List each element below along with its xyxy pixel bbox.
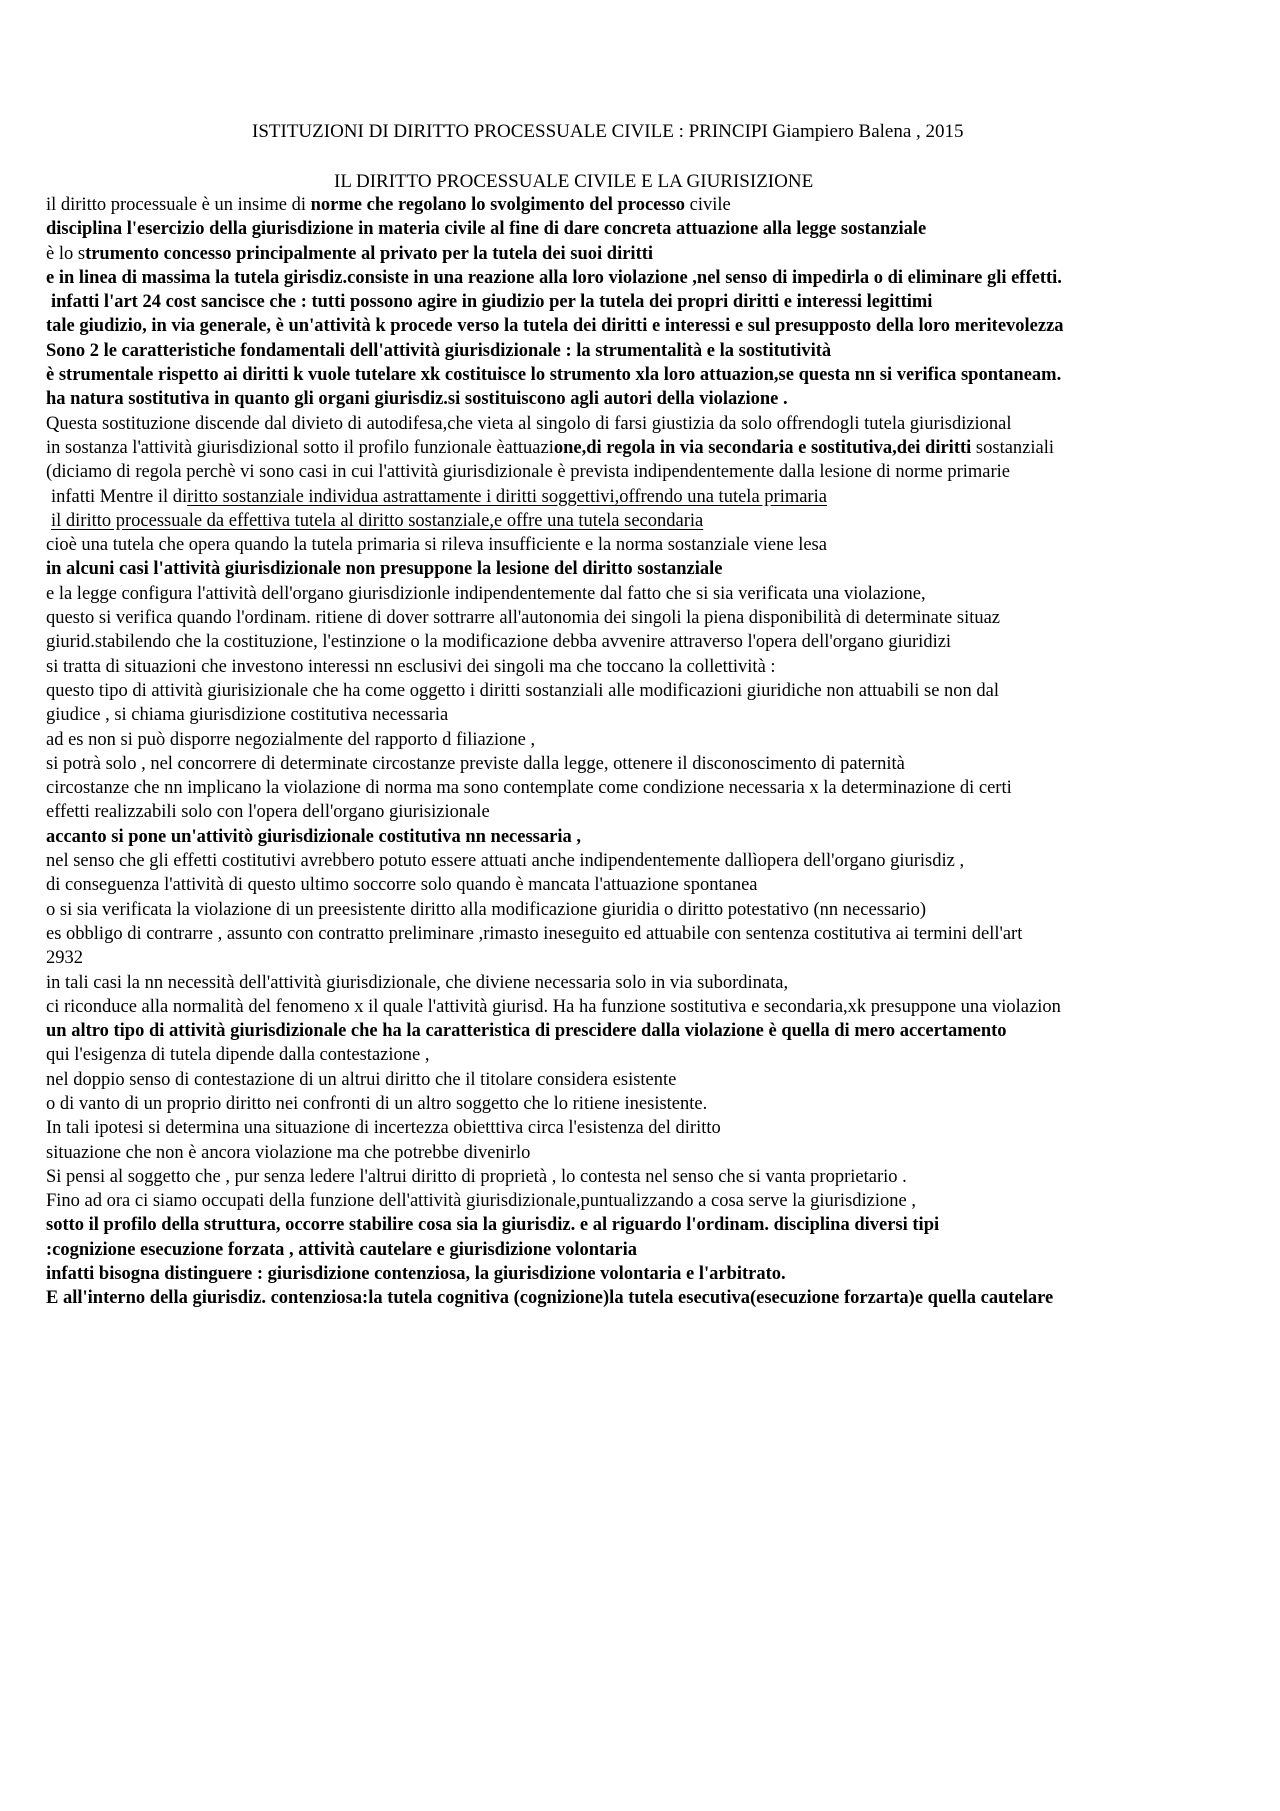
body-line: in sostanza l'attività giurisdizional sotto il profilo funzionale èattuazione,di regola in via secondaria e sostitutiva,dei diritti sostanziali	[46, 437, 1055, 458]
body-line: infatti l'art 24 cost sancisce che : tutti possono agire in giudizio per la tutela dei propri diritti e interessi legittimi	[51, 292, 933, 313]
body-line: infatti bisogna distinguere : giurisdizione contenziosa, la giurisdizione volontaria e l'arbitrato.	[46, 1264, 786, 1285]
body-line: Questa sostituzione discende dal divieto di autodifesa,che vieta al singolo di farsi giustizia da solo offrendogli tutela giurisdizional	[46, 413, 1012, 434]
body-line: ci riconduce alla normalità del fenomeno x il quale l'attività giurisd. Ha ha funzione sostitutiva e secondaria,xk presuppone una violazion	[46, 996, 1061, 1017]
body-line: di conseguenza l'attività di questo ultimo soccorre solo quando è mancata l'attuazione spontanea	[46, 875, 758, 896]
body-line: (diciamo di regola perchè vi sono casi in cui l'attività giurisdizionale è prevista indipendentemente dalla lesione di norme primarie	[46, 462, 1010, 483]
body-line: ha natura sostitutiva in quanto gli organi giurisdiz.si sostituiscono agli autori della violazione .	[46, 389, 788, 410]
body-line: circostanze che nn implicano la violazione di norma ma sono contemplate come condizione necessaria x la determinazione di certi	[46, 778, 1012, 799]
body-line: il diritto processuale da effettiva tutela al diritto sostanziale,e offre una tutela secondaria	[51, 510, 704, 531]
body-line: giudice , si chiama giurisdizione costitutiva necessaria	[46, 705, 449, 726]
body-line: Fino ad ora ci siamo occupati della funzione dell'attività giurisdizionale,puntualizzando a cosa serve la giurisdizione ,	[46, 1191, 916, 1212]
body-line: e in linea di massima la tutela girisdiz.consiste in una reazione alla loro violazione ,nel senso di impedirla o di eliminare gli effetti.	[46, 267, 1062, 288]
body-line: infatti Mentre il diritto sostanziale individua astrattamente i diritti soggettivi,offrendo una tutela primaria	[51, 486, 827, 507]
body-line: o di vanto di un proprio diritto nei confronti di un altro soggetto che lo ritiene inesistente.	[46, 1093, 708, 1114]
document-body	[46, 193, 1246, 1311]
body-line: situazione che non è ancora violazione ma che potrebbe divenirlo	[46, 1142, 531, 1163]
body-line: Si pensi al soggetto che , pur senza ledere l'altrui diritto di proprietà , lo contesta nel senso che si vanta proprietario .	[46, 1166, 907, 1187]
body-line: accanto si pone un'attivitò giurisdizionale costitutiva nn necessaria ,	[46, 826, 581, 847]
body-line: o si sia verificata la violazione di un preesistente diritto alla modificazione giuridia o diritto potestativo (nn necessario)	[46, 899, 927, 920]
section-title: IL DIRITTO PROCESSUALE CIVILE E LA GIURISIZIONE	[334, 171, 814, 192]
body-line: si potrà solo , nel concorrere di determinate circostanze previste dalla legge, ottenere il disconoscimento di paternità	[46, 753, 905, 774]
body-line: In tali ipotesi si determina una situazione di incertezza obietttiva circa l'esistenza del diritto	[46, 1118, 721, 1139]
body-line: nel doppio senso di contestazione di un altrui diritto che il titolare considera esistente	[46, 1069, 677, 1090]
body-line: cioè una tutela che opera quando la tutela primaria si rileva insufficiente e la norma sostanziale viene lesa	[46, 535, 827, 556]
body-line: es obbligo di contrarre , assunto con contratto preliminare ,rimasto ineseguito ed attuabile con sentenza costitutiva ai termini dell'art	[46, 923, 1023, 944]
body-line: questo tipo di attività giurisizionale che ha come oggetto i diritti sostanziali alle modificazioni giuridiche non attuabili se non dal	[46, 680, 1000, 701]
body-line: 2932	[46, 948, 83, 969]
body-line: Sono 2 le caratteristiche fondamentali dell'attività giurisdizionale : la strumentalità e la sostitutività	[46, 340, 832, 361]
body-line: si tratta di situazioni che investono interessi nn esclusivi dei singoli ma che toccano la collettività :	[46, 656, 776, 677]
body-line: questo si verifica quando l'ordinam. ritiene di dover sottrarre all'autonomia dei singoli la piena disponibilità di determinate situaz	[46, 608, 1001, 629]
body-line: in alcuni casi l'attività giurisdizionale non presuppone la lesione del diritto sostanziale	[46, 559, 723, 580]
body-line: effetti realizzabili solo con l'opera dell'organo giurisizionale	[46, 802, 490, 823]
body-line: E all'interno della giurisdiz. contenziosa:la tutela cognitiva (cognizione)la tutela esecutiva(esecuzione forzarta)e quella cautelare	[46, 1288, 1054, 1309]
body-line: il diritto processuale è un insime di norme che regolano lo svolgimento del processo civile	[46, 195, 731, 215]
body-line: disciplina l'esercizio della giurisdizione in materia civile al fine di dare concreta attuazione alla legge sostanziale	[46, 219, 927, 240]
body-line: giurid.stabilendo che la costituzione, l'estinzione o la modificazione debba avvenire attraverso l'opera dell'organo giuridizi	[46, 632, 952, 653]
body-line: e la legge configura l'attività dell'organo giurisdizionle indipendentemente dal fatto che si sia verificata una violazione,	[46, 583, 926, 604]
body-line: nel senso che gli effetti costitutivi avrebbero potuto essere attuati anche indipendentemente dallìopera dell'organo giurisdiz ,	[46, 851, 965, 872]
body-line: ad es non si può disporre negozialmente del rapporto d filiazione ,	[46, 729, 536, 750]
body-line: è lo strumento concesso principalmente al privato per la tutela dei suoi diritti	[46, 243, 654, 264]
body-line: è strumentale rispetto ai diritti k vuole tutelare xk costituisce lo strumento xla loro attuazion,se questa nn si verifica spontaneam.	[46, 365, 1062, 386]
document-title: ISTITUZIONI DI DIRITTO PROCESSUALE CIVILE : PRINCIPI Giampiero Balena , 2015	[252, 121, 964, 142]
body-line: qui l'esigenza di tutela dipende dalla contestazione ,	[46, 1045, 430, 1066]
body-line: in tali casi la nn necessità dell'attività giurisdizionale, che diviene necessaria solo in via subordinata,	[46, 972, 789, 993]
body-line: tale giudizio, in via generale, è un'attività k procede verso la tutela dei diritti e interessi e sul presupposto della loro meritevolezza	[46, 316, 1064, 337]
body-line: :cognizione esecuzione forzata , attività cautelare e giurisdizione volontaria	[46, 1239, 638, 1260]
body-line: sotto il profilo della struttura, occorre stabilire cosa sia la giurisdiz. e al riguardo l'ordinam. disciplina diversi tipi	[46, 1215, 940, 1236]
body-line: un altro tipo di attività giurisdizionale che ha la caratteristica di prescidere dalla violazione è quella di mero accertamento	[46, 1021, 1007, 1042]
